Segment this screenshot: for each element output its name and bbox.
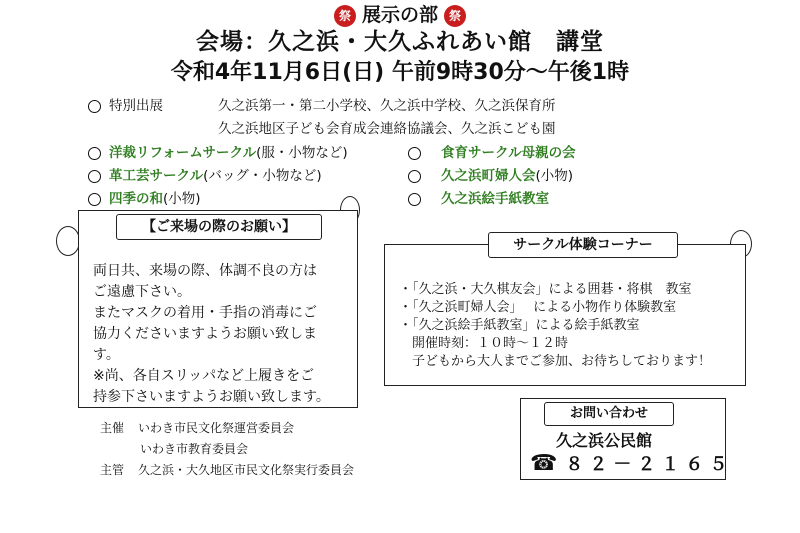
bullet-circle-icon (88, 100, 101, 113)
bullet-circle-icon (408, 193, 421, 206)
experience-line: ・「久之浜・大久棋友会」による囲碁・将棋 教室 (399, 282, 692, 297)
request-title: 【ご来場の際のお願い】 (116, 214, 322, 240)
request-line: 両日共、来場の際、体調不良の方は (93, 263, 317, 279)
special-exhibit-line2: 久之浜地区子ども会育成会連絡協議会、久之浜こども園 (218, 121, 556, 137)
special-exhibit-row (88, 94, 163, 118)
manager-label: 主管 (100, 463, 125, 477)
exhibitor-name: 革工芸サークル (109, 168, 204, 184)
festival-badge-icon: 祭 (444, 5, 466, 27)
special-exhibit-label: 特別出展 (109, 98, 163, 114)
venue: 会場：久之浜・大久ふれあい館 講堂 (196, 29, 604, 55)
organizers (100, 418, 354, 481)
exhibitor-note: (小物) (535, 168, 574, 184)
exhibitor-item (408, 141, 576, 165)
exhibitor-name: 久之浜絵手紙教室 (441, 191, 549, 207)
festival-badge-icon: 祭 (334, 5, 356, 27)
bullet-circle-icon (88, 170, 101, 183)
request-line: 持参下さいますようお願い致します。 (93, 389, 330, 405)
experience-line: 子どもから大人までご参加、お待ちしております！ (399, 354, 712, 369)
section-title: 展示の部 (361, 4, 438, 26)
contact-phone-row (530, 450, 733, 476)
bullet-circle-icon (88, 193, 101, 206)
request-text (93, 261, 355, 408)
manager-name: 久之浜・大久地区市民文化祭実行委員会 (138, 463, 355, 477)
experience-scroll (384, 244, 746, 386)
exhibitor-item (408, 187, 549, 211)
experience-text (399, 281, 743, 371)
exhibitor-item (88, 164, 322, 188)
experience-title: サークル体験コーナー (488, 232, 678, 258)
experience-line: ・「久之浜町婦人会」 による小物作り体験教室 (399, 300, 677, 315)
exhibitor-note: (服・小物など) (256, 145, 348, 161)
exhibitor-note: (小物) (163, 191, 201, 207)
scroll-curl-left (56, 226, 80, 256)
experience-line: ・「久之浜絵手紙教室」による絵手紙教室 (399, 318, 640, 333)
contact-phone: ８２－２１６５ (565, 454, 734, 475)
request-line: またマスクの着用・手指の消毒にご (93, 305, 317, 321)
telephone-icon: ☎ (530, 451, 558, 476)
contact-name: 久之浜公民館 (556, 431, 653, 450)
request-line: ご遠慮下さい。 (93, 284, 191, 300)
exhibitor-name: 食育サークル母親の会 (441, 145, 576, 161)
bullet-circle-icon (408, 170, 421, 183)
host-label: 主催 (100, 421, 125, 435)
request-line: す。 (93, 347, 120, 363)
bullet-circle-icon (408, 147, 421, 160)
host-name: いわき市民文化祭運営委員会 (138, 421, 295, 435)
event-date: 令和4年11月6日(日) 午前9時30分～午後1時 (170, 60, 630, 85)
contact-title: お問い合わせ (544, 402, 674, 426)
host-name: いわき市教育委員会 (140, 442, 249, 456)
bullet-circle-icon (88, 147, 101, 160)
request-line: ※尚、各自スリッパなど上履きをご (93, 368, 315, 384)
special-exhibit-line1: 久之浜第一・第二小学校、久之浜中学校、久之浜保育所 (218, 98, 556, 114)
exhibitor-item (88, 187, 201, 211)
request-line: 協力くださいますようお願い致しま (93, 326, 317, 342)
exhibitor-item (88, 141, 348, 165)
exhibitor-name: 久之浜町婦人会 (441, 168, 536, 184)
experience-line: 開催時刻：１０時～１２時 (399, 336, 569, 351)
exhibitor-item (408, 164, 573, 188)
exhibitor-name: 四季の和 (109, 191, 163, 207)
exhibitor-note: (バッグ・小物など) (203, 168, 322, 184)
exhibitor-name: 洋裁リフォームサークル (109, 145, 257, 161)
